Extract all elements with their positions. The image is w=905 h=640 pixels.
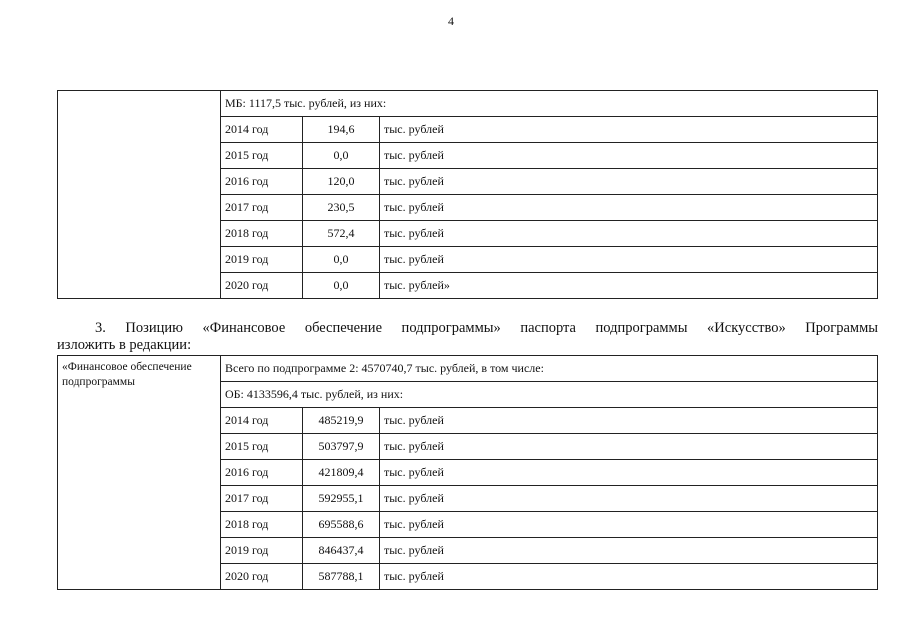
value-cell: 572,4	[303, 221, 380, 247]
mb-funding-table	[57, 90, 878, 299]
year-cell: 2018 год	[221, 512, 303, 538]
value-cell: 587788,1	[303, 564, 380, 590]
year-cell: 2015 год	[221, 143, 303, 169]
amendment-paragraph	[57, 320, 878, 354]
year-cell: 2017 год	[221, 486, 303, 512]
unit-cell: тыс. рублей	[380, 408, 878, 434]
value-cell: 120,0	[303, 169, 380, 195]
unit-cell: тыс. рублей	[380, 460, 878, 486]
page-number: 4	[448, 14, 454, 28]
value-cell: 0,0	[303, 247, 380, 273]
unit-cell: тыс. рублей	[380, 434, 878, 460]
unit-cell: тыс. рублей	[380, 195, 878, 221]
unit-cell: тыс. рублей	[380, 169, 878, 195]
year-cell: 2019 год	[221, 538, 303, 564]
total-cell: Всего по подпрограмме 2: 4570740,7 тыс. рублей, в том числе:	[221, 356, 878, 382]
funding-label-cell: «Финансовое обеспечение подпрограммы	[58, 356, 221, 590]
table-row	[58, 91, 878, 117]
ob-funding-table	[57, 355, 878, 590]
unit-cell: тыс. рублей	[380, 486, 878, 512]
table-header-cell: МБ: 1117,5 тыс. рублей, из них:	[221, 91, 878, 117]
year-cell: 2019 год	[221, 247, 303, 273]
value-cell: 503797,9	[303, 434, 380, 460]
unit-cell: тыс. рублей	[380, 117, 878, 143]
value-cell: 485219,9	[303, 408, 380, 434]
table-header-cell: ОБ: 4133596,4 тыс. рублей, из них:	[221, 382, 878, 408]
year-cell: 2014 год	[221, 117, 303, 143]
unit-cell: тыс. рублей	[380, 247, 878, 273]
value-cell: 0,0	[303, 143, 380, 169]
value-cell: 194,6	[303, 117, 380, 143]
year-cell: 2016 год	[221, 169, 303, 195]
year-cell: 2020 год	[221, 273, 303, 299]
table-row	[58, 356, 878, 382]
paragraph-line-2: изложить в редакции:	[57, 337, 192, 353]
year-cell: 2017 год	[221, 195, 303, 221]
value-cell: 0,0	[303, 273, 380, 299]
unit-cell: тыс. рублей	[380, 221, 878, 247]
value-cell: 695588,6	[303, 512, 380, 538]
value-cell: 230,5	[303, 195, 380, 221]
unit-cell: тыс. рублей	[380, 538, 878, 564]
empty-label-cell	[58, 91, 221, 299]
unit-cell: тыс. рублей	[380, 143, 878, 169]
value-cell: 421809,4	[303, 460, 380, 486]
value-cell: 592955,1	[303, 486, 380, 512]
year-cell: 2016 год	[221, 460, 303, 486]
year-cell: 2018 год	[221, 221, 303, 247]
year-cell: 2015 год	[221, 434, 303, 460]
unit-cell: тыс. рублей	[380, 512, 878, 538]
unit-cell: тыс. рублей	[380, 564, 878, 590]
paragraph-line-1: 3. Позицию «Финансовое обеспечение подпрограммы» паспорта подпрограммы «Искусство» Программы	[95, 320, 878, 336]
year-cell: 2014 год	[221, 408, 303, 434]
unit-cell: тыс. рублей»	[380, 273, 878, 299]
year-cell: 2020 год	[221, 564, 303, 590]
value-cell: 846437,4	[303, 538, 380, 564]
